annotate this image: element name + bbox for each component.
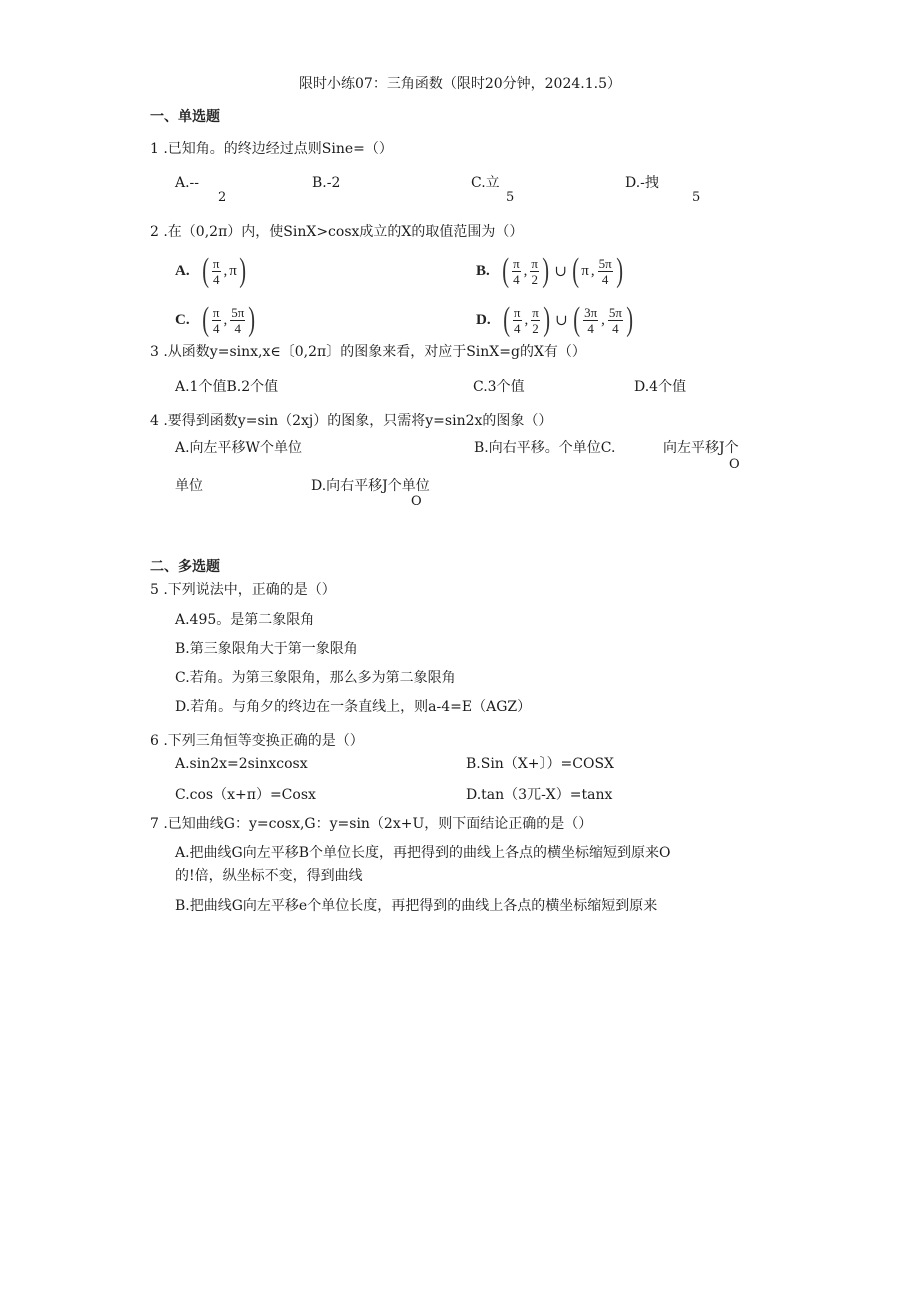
q4-option-b: B.向右平移。个单位C. bbox=[474, 440, 616, 456]
q2-option-a: A. ( $\frac{\pi}{4}$ , π ) bbox=[175, 252, 246, 289]
q2-option-d: D. ( $\frac{\pi}{4}$ , $\frac{\pi}{2}$ ) ∪ ( $\frac{3\pi}{4}$ , $\frac{5\pi}{4}$ ) bbox=[476, 301, 634, 338]
q7-option-a-line1: A.把曲线G向左平移B个单位长度，再把得到的曲线上各点的横坐标缩短到原来O bbox=[175, 845, 671, 861]
q5-option-d: D.若角。与角夕的终边在一条直线上，则a-4=E（AGZ） bbox=[175, 699, 532, 715]
q4-option-c-sub: O bbox=[729, 457, 740, 472]
fraction: $\frac{5\pi}{4}$ bbox=[231, 304, 245, 336]
q4-option-c-tail: 单位 bbox=[175, 478, 203, 494]
question-4-stem: 4 .要得到函数y=sin（2xj）的图象，只需将y=sin2x的图象（） bbox=[150, 413, 553, 429]
question-5-stem: 5 .下列说法中，正确的是（） bbox=[150, 582, 336, 598]
q4-option-a: A.向左平移W个单位 bbox=[175, 440, 302, 456]
q3-option-c: C.3个值 bbox=[473, 379, 525, 395]
q4-option-c: 向左平移J个 bbox=[663, 440, 739, 456]
question-7-stem: 7 .已知曲线G：y=cosx,G：y=sin（2x+U，则下面结论正确的是（） bbox=[150, 816, 593, 832]
question-1-stem: 1 .已知角。的终边经过点则Sine=（） bbox=[150, 141, 393, 157]
q1-option-c-sub: 5 bbox=[506, 190, 515, 205]
q1-option-d-sub: 5 bbox=[692, 190, 701, 205]
q3-option-ab: A.1个值B.2个值 bbox=[175, 379, 279, 395]
fraction: $\frac{\pi}{2}$ bbox=[531, 255, 538, 287]
q7-option-a-line2: 的!倍，纵坐标不变，得到曲线 bbox=[175, 868, 363, 884]
q7-option-b: B.把曲线G向左平移e个单位长度，再把得到的曲线上各点的横坐标缩短到原来 bbox=[175, 898, 658, 914]
fraction: $\frac{\pi}{4}$ bbox=[212, 304, 220, 336]
section-single-choice: 一、单选题 bbox=[150, 109, 220, 125]
fraction: $\frac{5\pi}{4}$ bbox=[608, 304, 622, 336]
q1-option-d: D.-拽 bbox=[625, 175, 659, 191]
q4-option-d-sub: O bbox=[411, 494, 422, 509]
q5-option-a: A.495。是第二象限角 bbox=[175, 612, 315, 628]
q2-option-b: B. ( $\frac{\pi}{4}$ , $\frac{\pi}{2}$ ) ∪ ( π , $\frac{5\pi}{4}$ ) bbox=[476, 252, 623, 289]
q2-option-c: C. ( $\frac{\pi}{4}$ , $\frac{5\pi}{4}$ ) bbox=[175, 301, 256, 338]
question-6-stem: 6 .下列三角恒等变换正确的是（） bbox=[150, 733, 364, 749]
q6-option-a: A.sin2x=2sinxcosx bbox=[175, 756, 308, 772]
question-3-stem: 3 .从函数y=sinx,x∈〔0,2π〕的图象来看，对应于SinX=g的X有（） bbox=[150, 344, 586, 360]
question-2-stem: 2 .在（0,2π）内，使SinX>cosx成立的X的取值范围为（） bbox=[150, 224, 524, 240]
fraction: $\frac{\pi}{2}$ bbox=[532, 304, 539, 336]
fraction: $\frac{\pi}{4}$ bbox=[513, 304, 521, 336]
fraction: $\frac{\pi}{4}$ bbox=[212, 255, 220, 287]
q6-option-d: D.tan（3兀-X）=tanx bbox=[466, 787, 613, 803]
section-multi-choice: 二、多选题 bbox=[150, 559, 220, 575]
page-title: 限时小练07：三角函数（限时20分钟，2024.1.5） bbox=[299, 76, 621, 92]
q1-option-c: C.立 bbox=[471, 175, 500, 191]
fraction: $\frac{5\pi}{4}$ bbox=[598, 255, 612, 287]
fraction: $\frac{\pi}{4}$ bbox=[513, 255, 520, 287]
q3-option-d: D.4个值 bbox=[634, 379, 687, 395]
q1-option-a: A.-- bbox=[175, 175, 200, 191]
q5-option-c: C.若角。为第三象限角，那么多为第二象限角 bbox=[175, 670, 456, 686]
q4-option-d: D.向右平移J个单位 bbox=[311, 478, 430, 494]
q1-option-b: B.-2 bbox=[312, 175, 341, 191]
q6-option-b: B.Sin（X+〕）=COSX bbox=[466, 756, 614, 772]
q6-option-c: C.cos（x+π）=Cosx bbox=[175, 787, 316, 803]
fraction: $\frac{3\pi}{4}$ bbox=[584, 304, 598, 336]
q1-option-a-sub: 2 bbox=[218, 190, 227, 205]
q5-option-b: B.第三象限角大于第一象限角 bbox=[175, 641, 358, 657]
